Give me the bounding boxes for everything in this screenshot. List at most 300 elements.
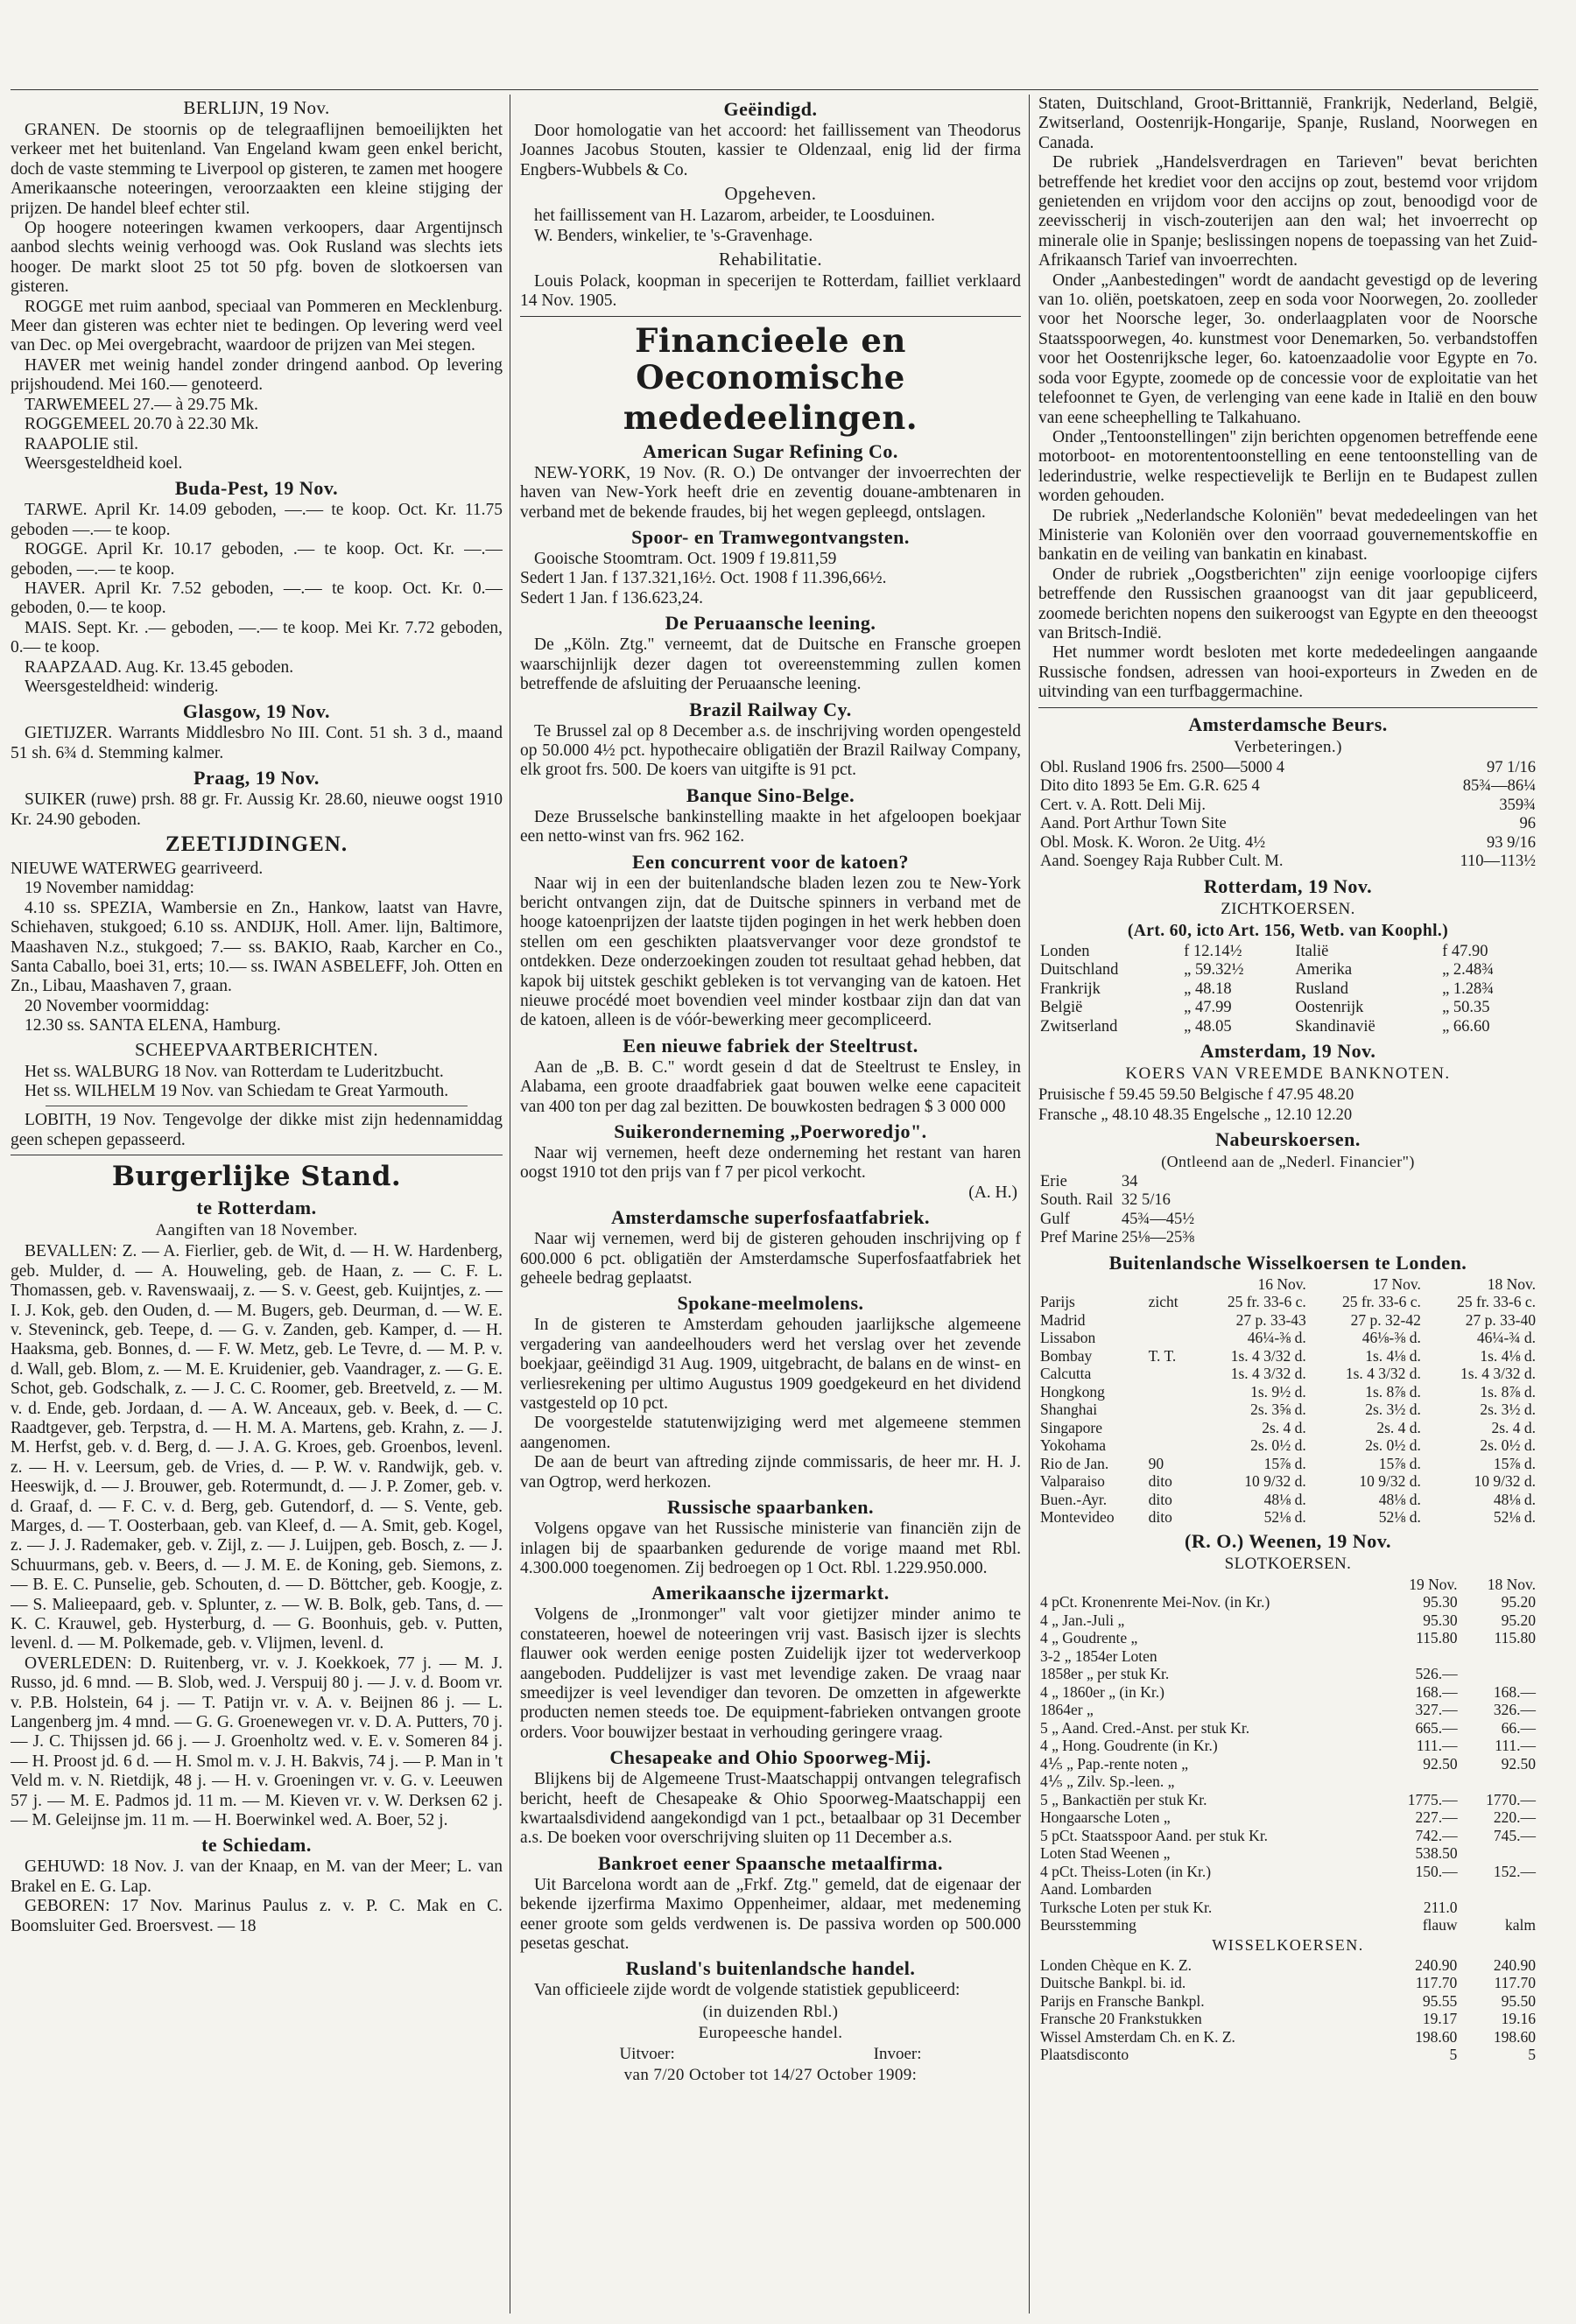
table-cell: 96 [1519,815,1536,833]
table-cell: dito [1148,1472,1172,1491]
subheading: (Ontleend aan de „Nederl. Financier") [1161,1152,1415,1170]
paragraph: Onder „Tentoonstellingen" zijn berichten opgenomen betreffende eene motorboot- en motorententoonstelling en eene tentoonstelling van de lederindustrie, welke respectievelijk te Berlijn en te Budapest zullen worden gehouden. [1038,427,1537,506]
table-row [1038,815,1537,834]
table-row [1038,2028,1537,2047]
section-title: mededeelingen. [623,397,918,437]
paragraph: ROGGE. April Kr. 10.17 geboden, .— te koop. Oct. Kr. —.— geboden, —.— te koop. [11,540,503,579]
table-cell: 1s. 9½ d. [1250,1382,1306,1401]
table-row [1038,1329,1537,1347]
line: ROGGEMEEL 20.70 à 22.30 Mk. [25,415,259,434]
table-row [1038,1436,1537,1455]
table-cell: Londen [1040,942,1090,960]
table-cell: Duitschland [1040,961,1119,979]
table-cell [1147,1383,1193,1401]
table-row [1038,1191,1196,1211]
wisselkoersen-londen-heading: Buitenlandsche Wisselkoersen te Londen. [1108,1251,1467,1274]
paragraph: HAVER met weinig handel zonder dringend aanbod. Op levering prijshoudend. Mei 160.— genoteerd. [11,355,503,395]
table-cell: 19.17 [1422,2010,1458,2028]
paragraph: Het ss. WALBURG 18 Nov. van Rotterdam te Luderitzbucht. [25,1062,444,1081]
table-row [1038,759,1537,778]
table-cell: 46¼-⅜ d. [1247,1329,1306,1347]
amsterdam-heading: Amsterdam, 19 Nov. [1200,1040,1376,1063]
paragraph: Sedert 1 Jan. f 137.321,16½. Oct. 1908 f 11.396,66½. [520,569,887,588]
table-row [1038,943,1537,962]
table-cell: „ 48.05 [1184,1017,1232,1036]
col-header: Uitvoer: [619,2044,675,2063]
table-cell: Aand. Soengey Raja Rubber Cult. M. [1040,853,1284,871]
table-cell: Beursstemming [1040,1916,1136,1934]
table-cell: Erie [1040,1172,1067,1190]
paragraph: MAIS. Sept. Kr. .— geboden, —.— te koop. Mei Kr. 7.72 geboden, 0.— te koop. [11,618,503,657]
paragraph: het faillissement van H. Lazarom, arbeider, te Loosduinen. [534,207,935,226]
slotkoersen-table [1038,1576,1537,1934]
table-cell: 526.— [1415,1665,1458,1683]
table-cell: Madrid [1040,1310,1086,1329]
table-row [1038,1683,1537,1702]
table-cell: 538.50 [1415,1844,1458,1863]
table-row [1038,1018,1537,1037]
geeindigd-heading: Geëindigd. [723,98,818,120]
paragraph: ROGGE met ruim aanbod, speciaal van Pommeren en Mecklenburg. Meer dan gisteren was echter niet te bedingen. Op levering werd veel van Dec. op Mei overgebracht, waardoor de prijzen van Mei stegen. [11,297,503,355]
paragraph: Deze Brusselsche bankinstelling maakte in het afgeloopen boekjaar een netto-winst van frs. 962 162. [520,807,1021,846]
opgeheven-heading: Opgeheven. [724,183,817,205]
table-cell: 1s. 4 3/32 d. [1345,1365,1421,1383]
table-cell: Bombay [1040,1346,1093,1365]
table-row [1038,1701,1537,1719]
subheading: te Rotterdam. [196,1197,317,1219]
banknote-row: Fransche „ 48.10 48.35 Engelsche „ 12.10 12.20 [1038,1106,1353,1124]
table-cell: 95.55 [1422,1991,1458,2010]
article-heading: Brazil Railway Cy. [689,698,852,720]
table-cell: Gulf [1040,1210,1070,1228]
table-cell: Frankrijk [1040,979,1101,998]
article-heading: Russische spaarbanken. [667,1496,874,1519]
table-cell: f 12.14½ [1184,942,1242,960]
table-row [1038,1863,1537,1881]
table-cell: 17 Nov. [1372,1274,1421,1293]
table-cell [1147,1419,1193,1437]
table-cell: Montevideo [1040,1508,1115,1527]
col-header: Invoer: [873,2044,922,2063]
table-cell: Amerika [1295,961,1353,979]
table-row [1038,853,1537,872]
subheading: WISSELKOERSEN. [1212,1935,1364,1954]
table-cell: 27 p. 33-40 [1465,1310,1536,1329]
nabeurs-heading: Nabeurskoersen. [1215,1127,1361,1150]
article-heading: Een nieuwe fabriek der Steeltrust. [623,1034,918,1057]
table-row [1038,1383,1537,1401]
table-cell: 52⅛ d. [1493,1508,1536,1527]
table-cell: „ 2.48¾ [1442,961,1495,979]
beurs-heading: Amsterdamsche Beurs. [1188,713,1388,735]
table-cell: 5 „ Bankactiën per stuk Kr. [1040,1790,1207,1808]
table-cell: Singapore [1040,1418,1102,1436]
subheading: NIEUWE WATERWEG gearriveerd. [11,860,264,878]
paragraph: Van officieele zijde wordt de volgende statistiek gepubliceerd: [534,1981,960,2000]
table-cell: 115.80 [1416,1629,1458,1647]
table-cell [1147,1436,1193,1455]
column-3 [1038,95,1537,2309]
table-cell: 4 pCt. Kronenrente Mei-Nov. (in Kr.) [1040,1593,1270,1611]
table-cell: 16 Nov. [1257,1274,1306,1293]
table-row [1038,1844,1537,1863]
weenen-heading: (R. O.) Weenen, 19 Nov. [1185,1529,1391,1552]
table-row [1038,1173,1196,1192]
table-cell: Rio de Jan. [1040,1454,1109,1472]
line: Weersgesteldheid koel. [25,453,183,473]
banknote-row: Pruisische f 59.45 59.50 Belgische f 47.95 48.20 [1038,1086,1354,1105]
table-cell: 95.30 [1423,1593,1458,1611]
table-cell: 92.50 [1501,1754,1536,1773]
paragraph: Volgens opgave van het Russische ministerie van financiën zijn de inlagen bij de spaarbanken gedurende de vorige maand met Rbl. 4.300.000 toegenomen. Zij bedroegen op 1 Oct. Rbl. 1.229.950.000. [520,1520,1021,1577]
paragraph: SUIKER (ruwe) prsh. 88 gr. Fr. Aussig Kr. 28.60, nieuwe oogst 1910 Kr. 24.90 geboden. [11,790,503,829]
table-cell: 117.70 [1494,1974,1536,1992]
table-row [1038,1665,1537,1683]
nabeurs-table [1038,1173,1196,1248]
table-cell: 111.— [1416,1737,1458,1755]
table-cell: T. T. [1148,1346,1177,1365]
table-cell: „ 50.35 [1442,999,1490,1017]
zichtkoersen-table [1038,943,1537,1037]
table-cell: Aand. Lombarden [1040,1880,1152,1899]
table-cell: 45¾—45½ [1121,1210,1195,1228]
paragraph: Op hoogere noteeringen kwamen verkoopers, daar Argentijnsch aanbod slechts weinig verhoogd was. Ook Rusland was slechts iets hooger. De markt sloot 25 tot 50 pfg. boven de slotkoersen van gisteren. [11,219,503,297]
article-heading: Chesapeake and Ohio Spoorweg-Mij. [609,1746,932,1769]
table-cell: 1s. 8⅞ d. [1365,1382,1421,1401]
table-cell: 10 9/32 d. [1359,1472,1421,1491]
article-heading: Bankroet eener Spaansche metaalfirma. [597,1851,944,1874]
signature: (A. H.) [968,1183,1017,1202]
separator [1038,707,1537,708]
paragraph: GEBOREN: 17 Nov. Marinus Paulus z. v. P. C. Mak en C. Boomsluiter Ged. Broersvest. — 18 [11,1897,503,1935]
line: RAAPOLIE stil. [25,434,139,453]
table-cell: 150.— [1415,1862,1458,1880]
article-heading: Spoor- en Tramwegontvangsten. [631,526,910,549]
table-cell: 46⅛-⅜ d. [1361,1329,1421,1347]
table-row [1038,1956,1537,1975]
table-cell: 115.80 [1494,1629,1536,1647]
table-cell: 4 „ Hong. Goudrente (in Kr.) [1040,1737,1218,1755]
praag-heading: Praag, 19 Nov. [193,767,320,790]
paragraph: W. Benders, winkelier, te 's-Gravenhage. [534,226,813,245]
date-line: 20 November voormiddag: [25,996,210,1015]
table-row [1038,1347,1537,1366]
table-cell: 220.— [1493,1808,1536,1827]
table-cell: zicht [1148,1293,1178,1311]
table-row [1038,1293,1537,1311]
paragraph: GEHUWD: 18 Nov. J. van der Knaap, en M. van der Meer; L. van Brakel en E. G. Lap. [11,1857,503,1896]
table-cell: Calcutta [1040,1365,1092,1383]
beurs-table [1038,759,1537,872]
table-cell: Rusland [1295,979,1348,998]
paragraph: Sedert 1 Jan. f 136.623,24. [520,588,704,607]
paragraph: Naar wij in een der buitenlandsche bladen lezen zou te New-York bericht ontvangen zijn, dat de Duitsche spinners in verband met de hooge katoenprijzen der laatste tijden pogingen in het werk hebben doen stellen om een geschikten plaatsvervanger voor deze grondstof te ontdekken. Deze onderzoekingen zouden tot resultaat gehad hebben, dat kapok bij uitstek geschikt gebleken is tot vervanging van de katoen. Het nieuwe procédé moet bovendien veel minder kostbaar zijn dan dat van de katoen, alleen is de vóór-bewerking meer gecompliceerd. [520,874,1021,1030]
paragraph: Naar wij vernemen, heeft deze onderneming het restant van haren oogst 1910 tot den prijs van f 7 per picol verkocht. [520,1144,1021,1183]
table-cell: 1858er „ per stuk Kr. [1040,1665,1170,1683]
paragraph: 4.10 ss. SPEZIA, Wambersie en Zn., Hankow, laatst van Havre, Schiehaven, stukgoed; 6.10 ss. ANDIJK, Holl. Amer. lijn, Baltimore, Maashaven N.z., stukgoed; 7.— ss. BAKIO, Raab, Karcher en Co., Santa Caballo, boei 31, erts; 10.— ss. IWAN ASBELEFF, Joh. Otten en Zn., Libau, Maashaven 7, graan. [11,898,503,996]
table-cell: 1775.— [1407,1790,1458,1808]
paragraph: NEW-YORK, 19 Nov. (R. O.) De ontvanger der invoerrechten der haven van New-York heeft drie en zeventig douane-ambtenaren in verband met de bekende fraudes, bij het wegen gepleegd, ontslagen. [520,463,1021,522]
table-cell: 46¼-¾ d. [1476,1329,1536,1347]
table-cell: Lissabon [1040,1329,1096,1347]
table-row [1038,1791,1537,1809]
table-cell: „ 66.60 [1442,1017,1490,1036]
table-cell: 3-2 „ 1854er Loten [1040,1646,1157,1665]
paragraph: Gooische Stoomtram. Oct. 1909 f 19.811,59 [534,550,837,569]
table-cell: 27 p. 33-43 [1235,1310,1306,1329]
table-row [1038,1629,1537,1647]
table-row [1038,834,1537,853]
subheading: Verbeteringen.) [1234,737,1342,756]
table-cell: 359¾ [1499,796,1536,814]
article-heading: Banque Sino-Belge. [686,783,855,806]
table-cell: Londen Chèque en K. Z. [1040,1955,1193,1974]
table-cell: 117.70 [1415,1974,1458,1992]
paragraph: Naar wij vernemen, werd bij de gisteren gehouden inschrijving op f 600.000 6 pct. obligatiën der Amsterdamsche Superfosfaatfabriek het geheele bedrag geplaatst. [520,1230,1021,1288]
zeetijdingen-heading: ZEETIJDINGEN. [165,832,348,856]
article-heading: Spokane-meelmolens. [677,1292,864,1315]
subheading: Europeesche handel. [698,2023,843,2042]
paragraph: Weersgesteldheid: winderig. [25,677,219,696]
table-cell: South. Rail [1040,1191,1114,1210]
table-cell: 18 Nov. [1487,1575,1536,1593]
table-cell [1460,1880,1537,1899]
table-row [1038,797,1537,816]
table-cell: 742.— [1415,1826,1458,1844]
table-cell: 5 pCt. Staatsspoor Aand. per stuk Kr. [1040,1826,1269,1844]
table-cell: dito [1148,1508,1172,1527]
table-cell: 198.60 [1415,2027,1458,2046]
table-cell: 19 Nov. [1409,1575,1458,1593]
table-cell: 95.30 [1423,1611,1458,1629]
table-cell: Hongaarsche Loten „ [1040,1808,1171,1827]
table-cell: Dito dito 1893 5e Em. G.R. 625 4 [1040,777,1260,796]
table-row [1038,1401,1537,1419]
paragraph: 12.30 ss. SANTA ELENA, Hamburg. [25,1016,281,1036]
table-cell: 5 „ Aand. Cred.-Anst. per stuk Kr. [1040,1718,1250,1737]
table-cell: „ 48.18 [1184,979,1232,998]
column-rule [1029,95,1030,2313]
paragraph: Blijkens bij de Algemeene Trust-Maatschappij ontvangen telegrafisch bericht, heeft de Chesapeake & Ohio Spoorweg-Maatschappij een kwartaalsdividend aangekondigd van 1 pct., betaalbaar op 31 December a.s. De boeken voor overschrijving sluiten op 11 December a.s. [520,1770,1021,1848]
table-row [1038,1311,1537,1330]
article-heading: Amsterdamsche superfosfaatfabriek. [610,1206,931,1229]
paragraph: Het ss. WILHELM 19 Nov. van Schiedam te Great Yarmouth. [25,1082,449,1101]
table-cell: 10 9/32 d. [1474,1472,1536,1491]
section-title: Financieele en Oeconomische [635,320,906,397]
table-cell: 2s. 0½ d. [1365,1436,1421,1455]
table-row [1038,1647,1537,1666]
table-cell [1147,1401,1193,1419]
table-row [1038,777,1537,797]
table-cell: 15⅞ d. [1493,1454,1536,1472]
table-cell: Oostenrijk [1295,999,1364,1017]
subheading: SLOTKOERSEN. [1224,1554,1352,1573]
paragraph: Uit Barcelona wordt aan de „Frkf. Ztg." gemeld, dat de eigenaar der bekende ijzerfirma Maximo Oppenheimer, aldaar, met medeneming eener groote som gelds verdwenen is. De passiva worden op 500.000 pesetas geschat. [520,1875,1021,1953]
table-cell: 48⅛ d. [1493,1490,1536,1508]
table-cell: 95.20 [1501,1611,1536,1629]
table-cell: 18 Nov. [1487,1274,1536,1293]
table-row [1038,1611,1537,1630]
wisselkoersen-table [1038,1275,1537,1527]
table-cell [1460,1773,1537,1791]
table-cell: 4 „ 1860er „ (in Kr.) [1040,1682,1164,1701]
article-heading: Een concurrent voor de katoen? [631,850,910,873]
article-heading: American Sugar Refining Co. [643,439,898,462]
budapest-heading: Buda-Pest, 19 Nov. [174,477,339,500]
table-row [1038,1211,1196,1230]
table-cell: Cert. v. A. Rott. Deli Mij. [1040,796,1206,814]
period-line: van 7/20 October tot 14/27 October 1909: [623,2065,918,2084]
table-cell: 15⅞ d. [1263,1454,1306,1472]
table-cell: 1770.— [1486,1790,1536,1808]
table-row [1038,1419,1537,1437]
table-cell: 48⅛ d. [1263,1490,1306,1508]
table-cell [1147,1311,1193,1330]
article-heading: Amerikaansche ijzermarkt. [651,1582,890,1604]
paragraph: De rubriek „Handelsverdragen en Tarieven" bevat berichten betreffende het krediet voor den accijns op zout, bestemd voor vrijdom genietenden en vrijdom voor den accijns op zout, benoodigd voor de zeevisscherij in visch-zouterijen aan den wal; het invoerrecht op minerale olie in Spanje; beslissingen nopens de toepassing van het Zuid-Afrikaansch Tarief van invoerrechten. [1038,153,1537,270]
subheading: (Art. 60, icto Art. 156, Wetb. van Koophl.) [1127,921,1449,940]
table-cell: 25 fr. 33-6 c. [1457,1293,1536,1311]
table-cell: 327.— [1415,1701,1458,1719]
table-cell: 198.60 [1493,2027,1536,2046]
table-row [1038,1719,1537,1738]
table-cell: 110—113½ [1460,853,1536,871]
table-cell: Valparaiso [1040,1472,1105,1491]
table-row [1038,1229,1196,1248]
table-cell: 1s. 4 3/32 d. [1460,1365,1536,1383]
table-row [1038,2010,1537,2028]
table-cell: „ 1.28¾ [1442,979,1495,998]
table-row [1038,1755,1537,1773]
table-cell: 5 [1449,2046,1458,2064]
paragraph: GIETIJZER. Warrants Middlesbro No III. Cont. 51 sh. 3 d., maand 51 sh. 6¾ d. Stemming kalmer. [11,724,503,762]
paragraph: OVERLEDEN: D. Ruitenberg, vr. v. J. Koekkoek, 77 j. — M. J. Russo, jd. 6 mnd. — B. Slob, wed. J. Verspuij 80 j. — J. v. d. Boom vr. v. P.B. Holstein, 64 j. — T. Patijn vr. v. A. v. Beijnen 86 j. — L. Langenberg jm. 4 mnd. — G. G. Groenewegen vr. v. D. A. Putters, 70 j. — J. C. Thijssen jd. 66 j. — J. Groenholtz wed. v. E. v. Someren 84 j. — H. Proost jd. 6 d. — H. Smol m. v. J. H. Bakvis, 74 j. — P. Man in 't Veld m. v. N. Rietdijk, 48 j. — H. v. Groeningen vr. v. G. v. Leeuwen 57 j. — M. E. Padmos jd. 11 m. — M. Kieven vr. v. W. Derksen 62 j. — M. Geleijnse jm. 11 m. — H. Boerwinkel wed. A. Boer, 52 j. [11,1653,503,1830]
table-cell: Plaatsdisconto [1040,2046,1129,2064]
paragraph: Staten, Duitschland, Groot-Brittannië, Frankrijk, Nederland, België, Zwitserland, Oostenrijk-Hongarije, Spanje, Rusland, Noorwegen en Canada. [1038,95,1537,152]
unit-line: (in duizenden Rbl.) [702,2002,839,2021]
table-cell [1460,1844,1537,1863]
table-cell [1381,1773,1459,1791]
paragraph: Volgens de „Ironmonger" valt voor gietijzer minder animo te constateeren, hoewel de noteeringen vrij vast. Basisch ijzer is slechts flauwer ook werden eenige posten Zuidelijk ijzer tot wederverkoop aangeboden. Puddelijzer is vast met levendige zaken. De vraag naar smeedijzer is veel levendiger dan tevoren. De omzetten in afgewerkte producten nemen steeds toe. De equipment-fabrieken ontvangen groote orders. Voor bouwijzer bestaat in verhouding geringere vraag. [520,1605,1021,1742]
table-cell: „ 47.99 [1184,999,1232,1017]
column-2 [520,95,1021,2309]
line: TARWEMEEL 27.— à 29.75 Mk. [25,395,258,414]
subheading: Aangiften van 18 November. [155,1221,358,1240]
table-cell: 4 „ Jan.-Juli „ [1040,1611,1125,1629]
table-cell: 15⅞ d. [1378,1454,1421,1472]
table-cell: 168.— [1415,1682,1458,1701]
paragraph: RAAPZAAD. Aug. Kr. 13.45 geboden. [25,657,294,677]
table-cell: 2s. 3⅝ d. [1250,1401,1306,1419]
table-cell: 97 1/16 [1486,758,1536,776]
table-row [1038,2046,1537,2064]
table-cell: 2s. 4 d. [1491,1418,1536,1436]
table-cell: dito [1148,1490,1172,1508]
table-row [1038,1737,1537,1755]
table-cell: Wissel Amsterdam Ch. en K. Z. [1040,2027,1235,2046]
table-cell: 2s. 0½ d. [1250,1436,1306,1455]
table-cell: Obl. Rusland 1906 frs. 2500—5000 4 [1040,758,1285,776]
table-cell: 1s. 8⅞ d. [1480,1382,1536,1401]
table-cell: 25 fr. 33-6 c. [1341,1293,1421,1311]
table-cell: 240.90 [1493,1955,1536,1974]
paragraph: Het nummer wordt besloten met korte mededeelingen aangaande Russische fondsen, adressen van hooi-exporteurs in Zweden en de uitvinding van een turfbaggermachine. [1038,643,1537,702]
paragraph: Aan de „B. B. C." wordt gesein d dat de Steeltrust te Ensley, in Alabama, een groote draadfabriek gaat bouwen welke eene capaciteit van 400 ton per dag zal bezitten. De bouwkosten bedragen $ 3 000 000 [520,1057,1021,1116]
paragraph: TARWE. April Kr. 14.09 geboden, —.— te koop. Oct. Kr. 11.75 geboden —.— te koop. [11,501,503,539]
table-cell: Parijs [1040,1293,1075,1311]
table-cell: Pref Marine [1040,1229,1118,1247]
article-heading: De Peruaansche leening. [665,612,876,635]
table-cell: 92.50 [1423,1754,1458,1773]
paragraph: De „Köln. Ztg." verneemt, dat de Duitsche en Fransche groepen waarschijnlijk dezer dagen tot overeenstemming zullen komen betreffende de afsluiting der Peruaansche leening. [520,635,1021,694]
table-cell: 745.— [1493,1826,1536,1844]
table-row [1038,1773,1537,1791]
table-cell: Aand. Port Arthur Town Site [1040,815,1227,833]
wissel-table [1038,1956,1537,2064]
table-cell: Italië [1295,942,1329,960]
table-cell [1460,1647,1537,1666]
column-headers [520,2045,1021,2064]
table-cell: 227.— [1415,1808,1458,1827]
table-cell: Zwitserland [1040,1017,1118,1036]
table-cell: 5 [1528,2046,1536,2064]
paragraph: Door homologatie van het accoord: het faillissement van Theodorus Joannes Jacobus Stouten, kassier te Oldenzaal, enig lid der firma Engbers-Wubbels & Co. [520,122,1021,179]
rotterdam-heading: Rotterdam, 19 Nov. [1203,874,1373,897]
table-cell: 168.— [1493,1682,1536,1701]
table-cell: 95.50 [1501,1991,1536,2010]
table-row [1038,1916,1537,1934]
table-cell: 52⅛ d. [1263,1508,1306,1527]
table-cell: 2s. 0½ d. [1480,1436,1536,1455]
table-cell: 1s. 4 3/32 d. [1230,1365,1306,1383]
table-cell: Fransche 20 Frankstukken [1040,2010,1202,2028]
paragraph: Louis Polack, koopman in specerijen te Rotterdam, failliet verklaard 14 Nov. 1905. [520,272,1021,311]
date-line: 19 November namiddag: [25,879,194,898]
paragraph: De voorgestelde statutenwijziging werd met algemeene stemmen aangenomen. [520,1414,1021,1452]
glasgow-heading: Glasgow, 19 Nov. [182,700,331,723]
table-row [1038,1974,1537,1992]
table-cell: flauw [1422,1916,1458,1934]
table-cell: Skandinavië [1295,1017,1375,1036]
table-cell: 2s. 3½ d. [1480,1401,1536,1419]
table-cell: 326.— [1493,1701,1536,1719]
table-cell [1460,1899,1537,1917]
table-cell: 4 pCt. Theiss-Loten (in Kr.) [1040,1862,1212,1880]
table-row [1038,1365,1537,1383]
table-cell: Turksche Loten per stuk Kr. [1040,1898,1213,1916]
table-row [1038,980,1537,1000]
table-cell: België [1040,999,1083,1017]
table-row [1038,1899,1537,1917]
table-cell [1381,1880,1459,1899]
table-cell: 240.90 [1415,1955,1458,1974]
table-cell: „ 59.32½ [1184,961,1244,979]
subheading: ZICHTKOERSEN. [1221,899,1355,918]
separator [520,316,1021,317]
table-cell: Obl. Mosk. K. Woron. 2e Uitg. 4½ [1040,833,1266,852]
table-cell: 2s. 4 d. [1376,1418,1421,1436]
paragraph: De rubriek „Nederlandsche Koloniën" bevat mededeelingen van het Ministerie van Koloniën over den voorraad gouvernementskoffie en bankatin en de veiling van bankatin en kinabast. [1038,506,1537,565]
table-cell: 2s. 4 d. [1262,1418,1306,1436]
table-row [1038,1491,1537,1509]
table-cell: 25 fr. 33-6 c. [1227,1293,1306,1311]
table-cell: Buen.-Ayr. [1040,1490,1108,1508]
berlijn-heading: BERLIJN, 19 Nov. [183,97,330,118]
table-row [1038,1472,1537,1491]
burgerlijke-stand-heading: Burgerlijke Stand. [111,1161,402,1193]
rehabilitatie-heading: Rehabilitatie. [718,249,823,270]
table-cell: 665.— [1415,1718,1458,1737]
